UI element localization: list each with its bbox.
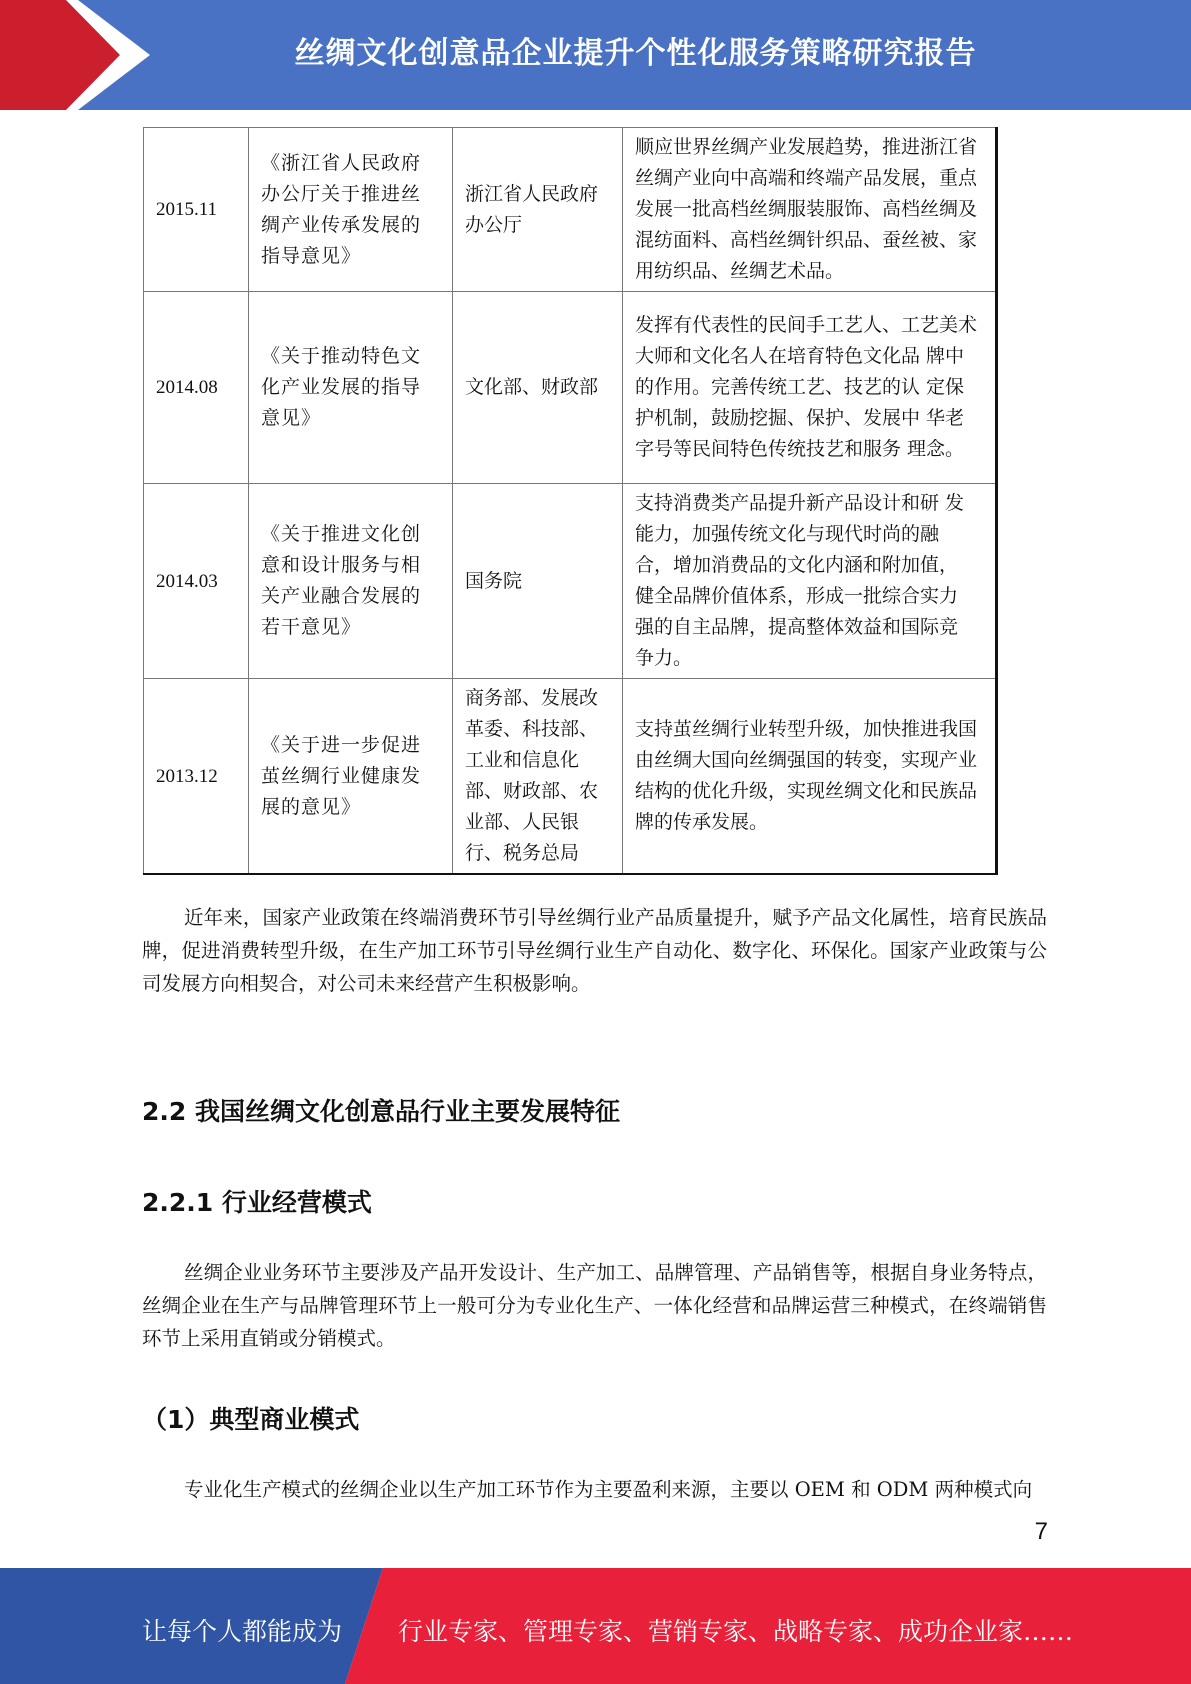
- policy-date: 2014.03: [144, 484, 249, 679]
- policy-document: 《关于推动特色文 化产业发展的指导 意见》: [249, 292, 453, 484]
- footer-slogan-right: 行业专家、管理专家、营销专家、战略专家、成功企业家……: [398, 1617, 1074, 1646]
- page-footer: [0, 1568, 1191, 1684]
- report-title: 丝绸文化创意品企业提升个性化服务策略研究报告: [294, 36, 977, 71]
- policy-document: 《浙江省人民政府办公厅关于推进丝绸产业传承发展的指导意见》: [249, 128, 453, 292]
- policy-issuer: 浙江省人民政府办公厅: [453, 128, 623, 292]
- policy-content: 支持茧丝绸行业转型升级，加快推进我国由丝绸大国向丝绸强国的转变，实现产业结构的优化升级，实现丝绸文化和民族品牌的传承发展。: [623, 679, 997, 875]
- policy-content: 顺应世界丝绸产业发展趋势，推进浙江省丝绸产业向中高端和终端产品发展，重点发展一批高档丝绸服装服饰、高档丝绸及混纺面料、高档丝绸针织品、蚕丝被、家用纺织品、丝绸艺术品。: [623, 128, 997, 292]
- table-row: [144, 484, 997, 679]
- page-number: 7: [1034, 1518, 1048, 1545]
- policy-date: 2013.12: [144, 679, 249, 875]
- table-row: [144, 128, 997, 292]
- policy-date: 2015.11: [144, 128, 249, 292]
- policy-document: 《关于进一步促进 茧丝绸行业健康发 展的意见》: [249, 679, 453, 875]
- section-heading-2-2: 2.2 我国丝绸文化创意品行业主要发展特征: [142, 1097, 620, 1126]
- policy-table: [143, 127, 998, 875]
- policy-issuer: 商务部、发展改革委、科技部、工业和信息化部、财政部、农业部、人民银行、税务总局: [453, 679, 623, 875]
- policy-issuer: 国务院: [453, 484, 623, 679]
- table-row: [144, 679, 997, 875]
- page-header: [0, 0, 1191, 110]
- table-row: [144, 292, 997, 484]
- paragraph-policy-impact: 近年来，国家产业政策在终端消费环节引导丝绸行业产品质量提升，赋予产品文化属性，培育民族品牌，促进消费转型升级，在生产加工环节引导丝绸行业生产自动化、数字化、环保化。国家产业政策与公司发展方向相契合，对公司未来经营产生积极影响。: [142, 906, 1047, 995]
- section-heading-2-2-1: 2.2.1 行业经营模式: [142, 1188, 372, 1217]
- paragraph-business-model: 丝绸企业业务环节主要涉及产品开发设计、生产加工、品牌管理、产品销售等，根据自身业务特点，丝绸企业在生产与品牌管理环节上一般可分为专业化生产、一体化经营和品牌运营三种模式，在终端销售环节上采用直销或分销模式。: [142, 1261, 1047, 1350]
- policy-content: 支持消费类产品提升新产品设计和研 发能力，加强传统文化与现代时尚的融 合，增加消费品的文化内涵和附加值， 健全品牌价值体系，形成一批综合实力 强的自主品牌，提高整体效益和国际竞 争力。: [623, 484, 997, 679]
- paragraph-oem-odm: 专业化生产模式的丝绸企业以生产加工环节作为主要盈利来源，主要以 OEM 和 ODM 两种模式向: [184, 1478, 1033, 1501]
- policy-issuer: 文化部、财政部: [453, 292, 623, 484]
- footer-slogan-left: 让每个人都能成为: [142, 1617, 343, 1646]
- header-red-chevron: [0, 0, 150, 110]
- policy-content: 发挥有代表性的民间手工艺人、工艺美术大师和文化名人在培育特色文化品 牌中的作用。完善传统工艺、技艺的认 定保护机制，鼓励挖掘、保护、发展中 华老字号等民间特色传统技艺和服务 理念。: [623, 292, 997, 484]
- policy-document: 《关于推进文化创 意和设计服务与相 关产业融合发展的 若干意见》: [249, 484, 453, 679]
- policy-date: 2014.08: [144, 292, 249, 484]
- subheading-typical-model: （1）典型商业模式: [142, 1405, 360, 1434]
